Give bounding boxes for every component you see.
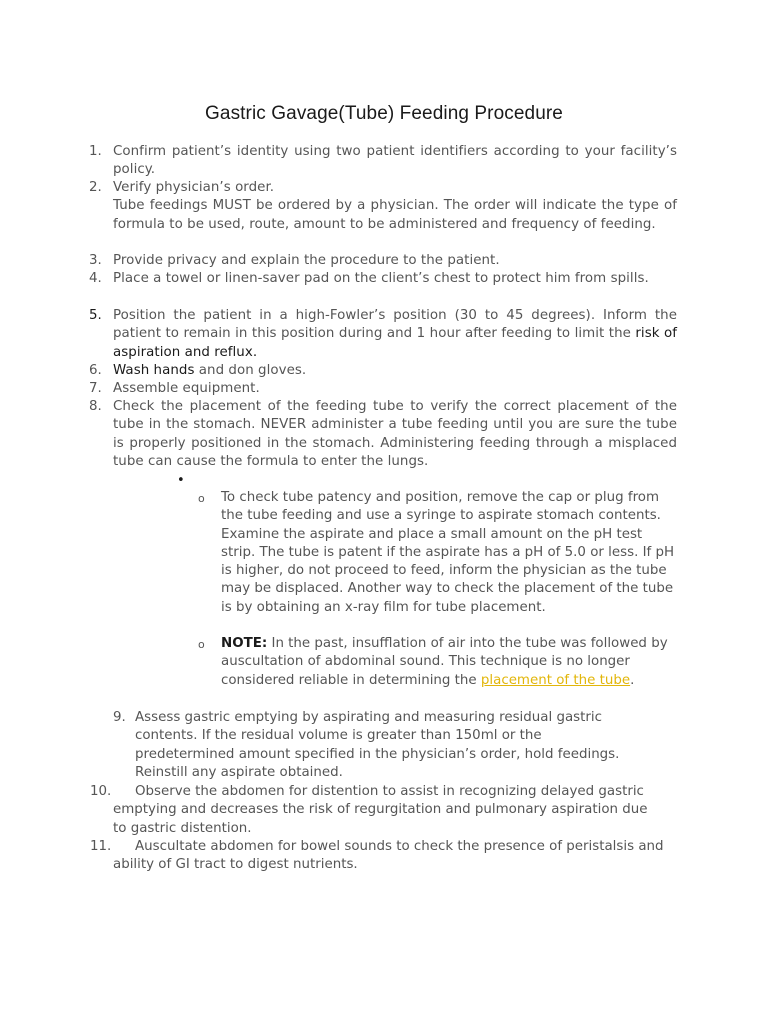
sub-bullet-marker: o [198, 638, 205, 651]
sub-bullet-marker: o [198, 492, 205, 505]
item-number: 6. [89, 363, 102, 378]
item-text: Auscultate abdomen for bowel sounds to check the presence of peristalsis and ability of GI tract to digest nutrients. [113, 839, 664, 873]
item-number: 10. [90, 784, 112, 799]
list-item [113, 380, 677, 398]
item-number: 2. [89, 180, 102, 195]
list-item [113, 179, 677, 234]
item-text: Assemble equipment. [113, 381, 260, 396]
sub-list-item [221, 489, 679, 617]
page-title: Gastric Gavage(Tube) Feeding Procedure [205, 103, 563, 124]
item-number: 1. [89, 144, 102, 159]
item-text: Verify physician’s order. [113, 180, 275, 195]
item-text: Provide privacy and explain the procedure to the patient. [113, 253, 500, 268]
item-text: Observe the abdomen for distention to assist in recognizing delayed gastric emptying and decreases the risk of regurgitation and pulmonary aspiration due to gastric distention. [113, 784, 648, 836]
sub-list-item [221, 635, 679, 690]
item-text: Position the patient in a high-Fowler’s position (30 to 45 degrees). Inform the patient to remain in this position during and 1 hour after feeding to limit the [113, 308, 677, 342]
item-text: Check the placement of the feeding tube to verify the correct placement of the tube in the stomach. NEVER administer a tube feeding until you are sure the tube is properly positioned in the stomach. Administering feeding through a misplaced tube can cause the formula to enter the lungs. [113, 399, 677, 469]
list-item [113, 362, 677, 380]
item-text: Confirm patient’s identity using two patient identifiers according to your facility’s policy. [113, 144, 677, 178]
sub-item-text: In the past, insufflation of air into the tube was followed by auscultation of abdominal sound. This technique is no longer considered reliable in determining the [221, 636, 668, 688]
item-text-highlight: risk of aspiration and reflux. [113, 326, 677, 360]
bullet-marker: • [177, 473, 185, 488]
list-item [113, 783, 648, 838]
note-label: NOTE: [221, 636, 268, 651]
list-item [113, 252, 677, 270]
item-text: Place a towel or linen-saver pad on the client’s chest to protect him from spills. [113, 271, 649, 286]
sub-item-end: . [630, 672, 635, 688]
list-item [135, 709, 645, 782]
item-text: and don gloves. [194, 363, 307, 378]
item-number: 11. [90, 839, 112, 854]
item-number: 3. [89, 253, 102, 268]
item-text: Tube feedings MUST be ordered by a physician. The order will indicate the type of formula to be used, route, amount to be administered and frequency of feeding. [113, 198, 677, 232]
list-item [113, 838, 678, 875]
item-number: 7. [89, 381, 102, 396]
placement-link[interactable]: placement of the tube [480, 672, 631, 688]
list-item [113, 270, 677, 288]
item-text: Assess gastric emptying by aspirating and measuring residual gastric contents. If the residual volume is greater than 150ml or the predetermined amount specified in the physician’s order, hold feedings. Reinstill any aspirate obtained. [135, 710, 620, 780]
item-number: 4. [89, 271, 102, 286]
list-item [113, 143, 677, 180]
item-text-highlight: Wash hands [113, 363, 195, 378]
sub-item-text: To check tube patency and position, remove the cap or plug from the tube feeding and use a syringe to aspirate stomach contents. Examine the aspirate and place a small amount on the pH test strip. The tube is patent if the aspirate has a pH of 5.0 or less. If pH is higher, do not proceed to feed, inform the physician as the tube may be displaced. Another way to check the placement of the tube is by obtaining an x-ray film for tube placement. [221, 490, 675, 615]
item-number: 5. [89, 308, 102, 323]
list-item [113, 398, 677, 471]
item-number: 8. [89, 399, 102, 414]
item-number: 9. [113, 710, 126, 725]
list-item [113, 307, 677, 362]
